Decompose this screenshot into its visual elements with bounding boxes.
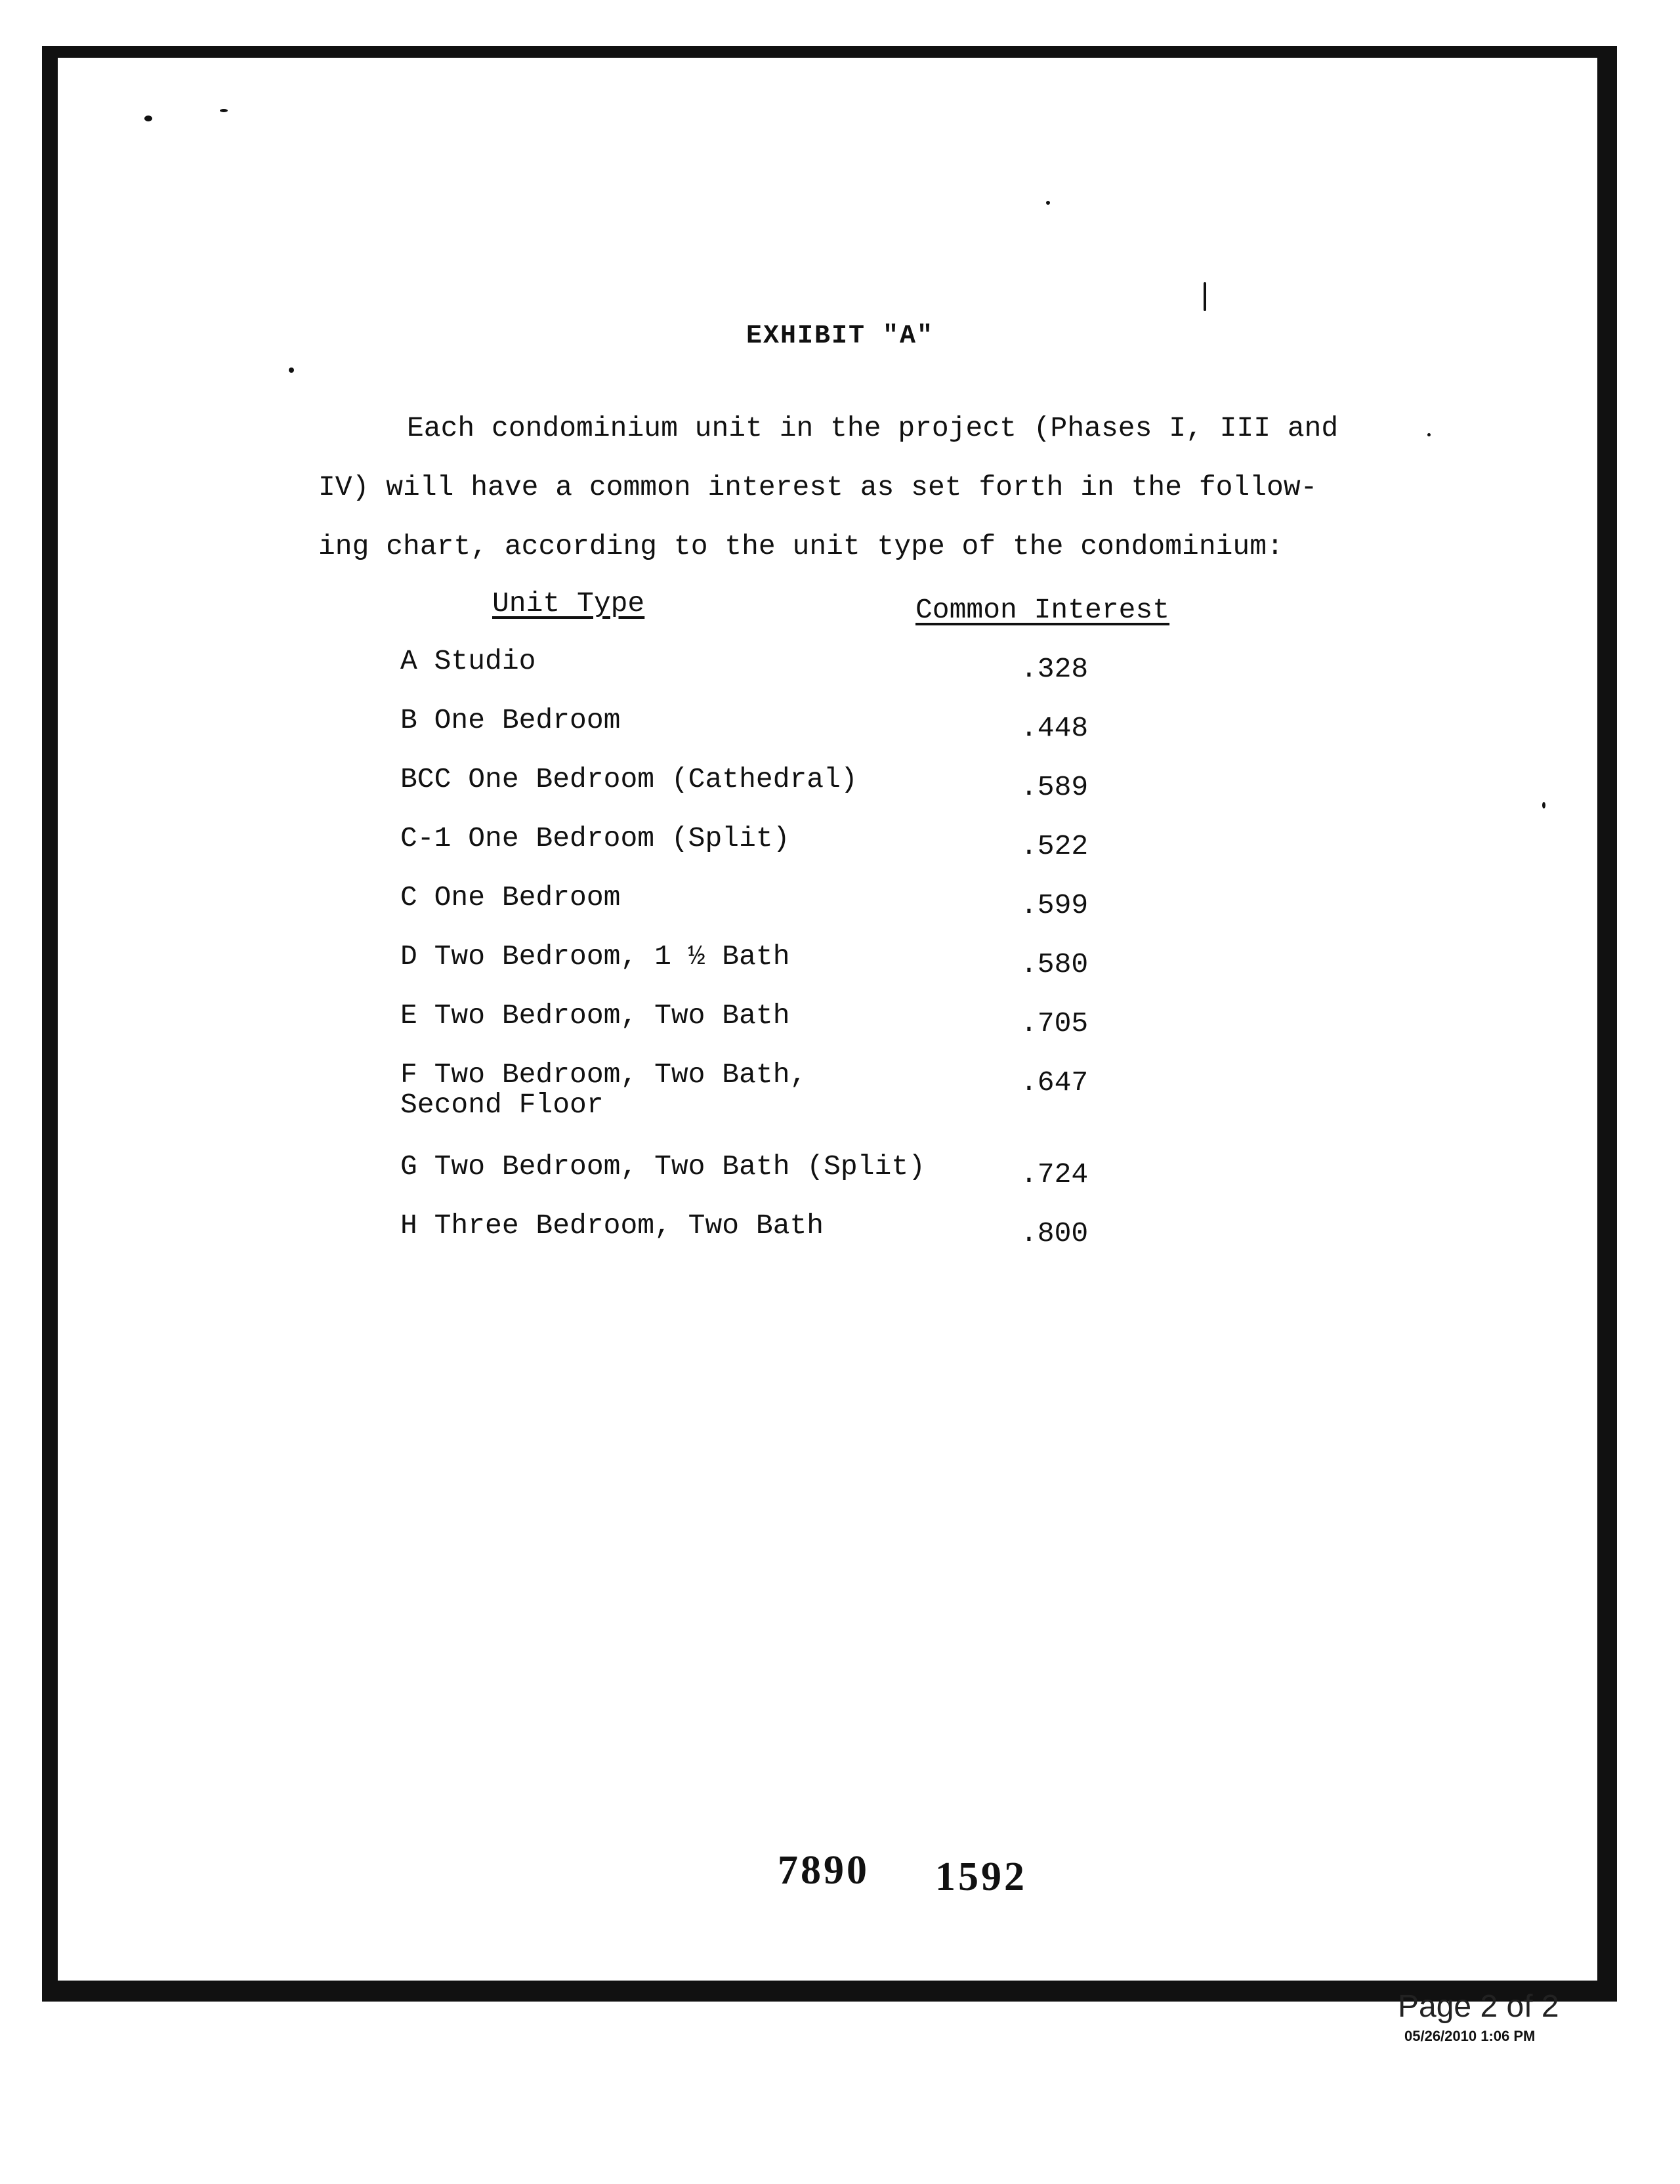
footer-timestamp: 05/26/2010 1:06 PM [1404, 2028, 1536, 2044]
exhibit-title: EXHIBIT "A" [746, 322, 934, 351]
common-interest-cell: .448 [1020, 712, 1089, 744]
unit-type-cell: G Two Bedroom, Two Bath (Split) [400, 1150, 925, 1183]
scan-speck [144, 116, 152, 121]
scan-speck [220, 109, 228, 112]
scan-speck [1046, 201, 1050, 205]
intro-line-2: IV) will have a common interest as set forth in the follow- [318, 471, 1318, 503]
unit-type-cell: C-1 One Bedroom (Split) [400, 822, 790, 854]
common-interest-cell: .724 [1020, 1158, 1089, 1190]
common-interest-cell: .599 [1020, 889, 1089, 921]
scan-speck [1542, 802, 1545, 808]
common-interest-cell: .647 [1020, 1066, 1089, 1099]
scan-speck [289, 368, 294, 373]
unit-type-header: Unit Type [492, 587, 645, 620]
common-interest-cell: .580 [1020, 948, 1089, 980]
common-interest-cell: .522 [1020, 830, 1089, 862]
footer-page-indicator: Page 2 of 2 [1398, 1989, 1559, 2024]
common-interest-cell: .328 [1020, 653, 1089, 685]
common-interest-cell: .589 [1020, 771, 1089, 803]
scan-speck [1427, 433, 1431, 436]
common-interest-cell: .705 [1020, 1007, 1089, 1040]
unit-type-cell: C One Bedroom [400, 881, 621, 914]
unit-type-cell: D Two Bedroom, 1 ½ Bath [400, 940, 790, 973]
book-number: 7890 [778, 1848, 870, 1893]
unit-type-cell: H Three Bedroom, Two Bath [400, 1209, 824, 1242]
scan-mark [1204, 282, 1206, 311]
intro-line-3: ing chart, according to the unit type of the condominium: [318, 530, 1284, 562]
intro-line-1: Each condominium unit in the project (Phases I, III and [407, 412, 1339, 444]
unit-type-cell: E Two Bedroom, Two Bath [400, 999, 790, 1032]
page-number: 1592 [935, 1855, 1027, 1899]
unit-type-cell: F Two Bedroom, Two Bath, Second Floor [400, 1059, 807, 1121]
unit-type-cell: B One Bedroom [400, 704, 621, 736]
unit-type-cell: BCC One Bedroom (Cathedral) [400, 763, 858, 795]
common-interest-header: Common Interest [915, 594, 1170, 626]
common-interest-cell: .800 [1020, 1217, 1089, 1250]
unit-type-cell: A Studio [400, 645, 536, 677]
